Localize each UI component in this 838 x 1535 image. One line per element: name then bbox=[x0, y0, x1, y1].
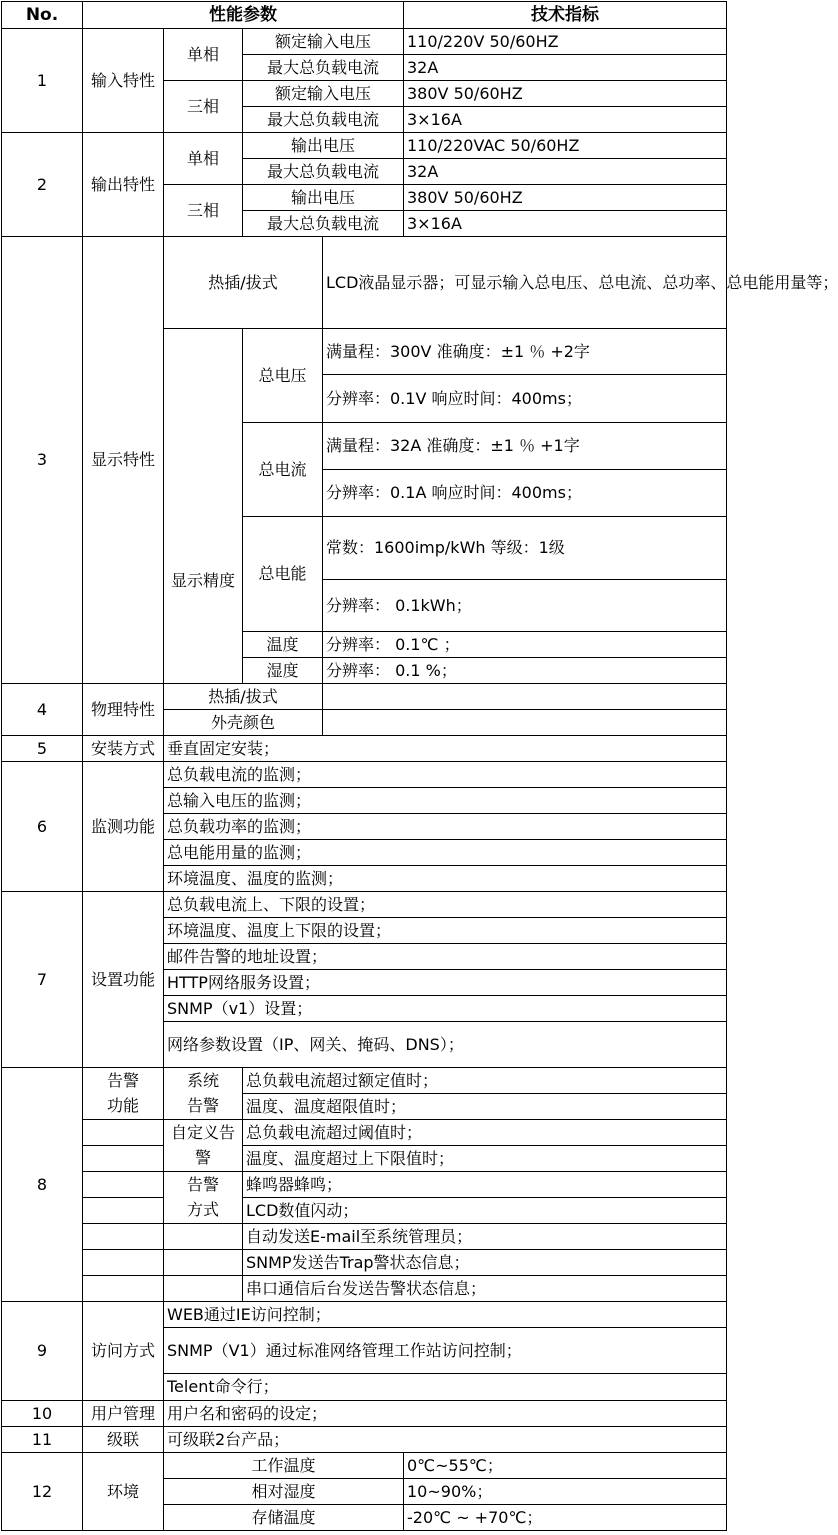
empty-cell bbox=[83, 1224, 164, 1250]
header-row bbox=[2, 2, 727, 29]
sub-param: 最大总负载电流 bbox=[243, 55, 404, 81]
row-number: 10 bbox=[2, 1401, 83, 1427]
table-row bbox=[2, 1120, 727, 1146]
table-row bbox=[2, 1146, 727, 1172]
spec-value: 垂直固定安装； bbox=[164, 736, 727, 762]
spec-value: 380V 50/60HZ bbox=[404, 185, 727, 211]
spec-value: 网络参数设置（IP、网关、掩码、DNS）； bbox=[164, 1022, 727, 1068]
spec-value: 环境温度、温度上下限的设置； bbox=[164, 918, 727, 944]
sub-param: 热插/拔式 bbox=[164, 684, 323, 710]
table-row bbox=[2, 133, 727, 159]
system-alarm-label: 告警 bbox=[164, 1094, 243, 1120]
alarm-function-label: 功能 bbox=[83, 1094, 164, 1120]
table-row bbox=[2, 1276, 727, 1302]
row-number: 7 bbox=[2, 892, 83, 1068]
spec-value: 3×16A bbox=[404, 107, 727, 133]
sub-param: 总电能 bbox=[243, 517, 323, 632]
param-name: 环境 bbox=[83, 1453, 164, 1531]
spec-table bbox=[1, 1, 838, 1531]
spec-value: SNMP（V1）通过标准网络管理工作站访问控制； bbox=[164, 1328, 727, 1374]
spec-value: SNMP发送告Trap警状态信息； bbox=[243, 1250, 727, 1276]
spec-value: LCD液晶显示器；可显示输入总电压、总电流、总功率、总电能用量等； bbox=[323, 237, 727, 329]
table-row bbox=[2, 29, 727, 55]
precision-label: 显示精度 bbox=[164, 329, 243, 684]
sub-param: 额定输入电压 bbox=[243, 29, 404, 55]
spec-value: 分辨率： 0.1℃ ； bbox=[323, 632, 727, 658]
table-row bbox=[2, 762, 727, 788]
phase-label: 三相 bbox=[164, 185, 243, 237]
header-spec: 技术指标 bbox=[404, 2, 727, 29]
sub-param: 输出电压 bbox=[243, 133, 404, 159]
phase-label: 三相 bbox=[164, 81, 243, 133]
row-number: 9 bbox=[2, 1302, 83, 1401]
spec-value: HTTP网络服务设置； bbox=[164, 970, 727, 996]
spec-value: 自动发送E-mail至系统管理员； bbox=[243, 1224, 727, 1250]
spec-value: 常数：1600imp/kWh 等级：1级 bbox=[323, 517, 727, 580]
param-name: 监测功能 bbox=[83, 762, 164, 892]
spec-value: 环境温度、温度的监测； bbox=[164, 866, 727, 892]
spec-value: 110/220V 50/60HZ bbox=[404, 29, 727, 55]
spec-value: 分辨率：0.1A 响应时间：400ms； bbox=[323, 470, 727, 517]
row-number: 12 bbox=[2, 1453, 83, 1531]
row-number: 11 bbox=[2, 1427, 83, 1453]
table-row bbox=[2, 1224, 727, 1250]
spec-value: WEB通过IE访问控制； bbox=[164, 1302, 727, 1328]
param-name: 物理特性 bbox=[83, 684, 164, 736]
spec-value: 0℃~55℃； bbox=[404, 1453, 727, 1479]
table-row bbox=[2, 1068, 727, 1094]
row-number: 4 bbox=[2, 684, 83, 736]
empty-cell bbox=[164, 1276, 243, 1302]
alarm-method-label: 方式 bbox=[164, 1198, 243, 1224]
sub-param: 输出电压 bbox=[243, 185, 404, 211]
sub-param: 热插/拔式 bbox=[164, 237, 323, 329]
sub-param: 存储温度 bbox=[164, 1505, 404, 1531]
row-number: 6 bbox=[2, 762, 83, 892]
spec-value: 总负载功率的监测； bbox=[164, 814, 727, 840]
row-number: 5 bbox=[2, 736, 83, 762]
spec-value: 串口通信后台发送告警状态信息； bbox=[243, 1276, 727, 1302]
custom-alarm-label: 警 bbox=[164, 1146, 243, 1172]
table-row bbox=[2, 1427, 727, 1453]
empty-cell bbox=[83, 1276, 164, 1302]
param-name: 安装方式 bbox=[83, 736, 164, 762]
spec-value: 用户名和密码的设定； bbox=[164, 1401, 727, 1427]
row-number: 2 bbox=[2, 133, 83, 237]
sub-param: 总电压 bbox=[243, 329, 323, 423]
spec-value bbox=[323, 684, 727, 710]
param-name: 输出特性 bbox=[83, 133, 164, 237]
spec-value: SNMP（v1）设置； bbox=[164, 996, 727, 1022]
table-row bbox=[2, 684, 727, 710]
table-row bbox=[2, 1198, 727, 1224]
sub-param: 温度 bbox=[243, 632, 323, 658]
param-name: 设置功能 bbox=[83, 892, 164, 1068]
phase-label: 单相 bbox=[164, 29, 243, 81]
empty-cell bbox=[164, 1250, 243, 1276]
spec-value: 110/220VAC 50/60HZ bbox=[404, 133, 727, 159]
header-no: No. bbox=[2, 2, 83, 29]
sub-param: 相对湿度 bbox=[164, 1479, 404, 1505]
sub-param: 最大总负载电流 bbox=[243, 211, 404, 237]
spec-value: 温度、温度超过上下限值时； bbox=[243, 1146, 727, 1172]
spec-value: Telent命令行； bbox=[164, 1374, 727, 1401]
spec-value: LCD数值闪动； bbox=[243, 1198, 727, 1224]
empty-cell bbox=[164, 1224, 243, 1250]
spec-value: 380V 50/60HZ bbox=[404, 81, 727, 107]
spec-value: 总输入电压的监测； bbox=[164, 788, 727, 814]
spec-value: -20℃ ~ +70℃； bbox=[404, 1505, 727, 1531]
sub-param: 外壳颜色 bbox=[164, 710, 323, 736]
custom-alarm-label: 自定义告 bbox=[164, 1120, 243, 1146]
param-name: 用户管理 bbox=[83, 1401, 164, 1427]
table-row bbox=[2, 892, 727, 918]
table-row bbox=[2, 237, 727, 329]
spec-value: 总负载电流超过阈值时； bbox=[243, 1120, 727, 1146]
spec-value: 蜂鸣器蜂鸣； bbox=[243, 1172, 727, 1198]
param-name: 访问方式 bbox=[83, 1302, 164, 1401]
alarm-function-label: 告警 bbox=[83, 1068, 164, 1094]
spec-value: 分辨率：0.1V 响应时间：400ms； bbox=[323, 375, 727, 423]
row-number: 3 bbox=[2, 237, 83, 684]
empty-cell bbox=[83, 1250, 164, 1276]
table-row bbox=[2, 1453, 727, 1479]
spec-value: 满量程：300V 准确度：±1 ％ +2字 bbox=[323, 329, 727, 375]
spec-value: 32A bbox=[404, 159, 727, 185]
alarm-method-label: 告警 bbox=[164, 1172, 243, 1198]
sub-param: 湿度 bbox=[243, 658, 323, 684]
row-number: 8 bbox=[2, 1068, 83, 1302]
row-number: 1 bbox=[2, 29, 83, 133]
sub-param: 额定输入电压 bbox=[243, 81, 404, 107]
spec-value: 总负载电流的监测； bbox=[164, 762, 727, 788]
empty-cell bbox=[83, 1146, 164, 1172]
spec-value: 总负载电流上、下限的设置； bbox=[164, 892, 727, 918]
empty-cell bbox=[83, 1172, 164, 1198]
sub-param: 最大总负载电流 bbox=[243, 107, 404, 133]
empty-cell bbox=[83, 1198, 164, 1224]
spec-value: 3×16A bbox=[404, 211, 727, 237]
header-param: 性能参数 bbox=[83, 2, 404, 29]
spec-value: 分辨率： 0.1 %； bbox=[323, 658, 727, 684]
sub-param: 工作温度 bbox=[164, 1453, 404, 1479]
spec-value: 总负载电流超过额定值时； bbox=[243, 1068, 727, 1094]
table-row bbox=[2, 736, 727, 762]
system-alarm-label: 系统 bbox=[164, 1068, 243, 1094]
spec-value: 满量程：32A 准确度：±1 ％ +1字 bbox=[323, 423, 727, 470]
sub-param: 最大总负载电流 bbox=[243, 159, 404, 185]
sub-param: 总电流 bbox=[243, 423, 323, 517]
table-row bbox=[2, 1094, 727, 1120]
spec-value: 温度、温度超限值时； bbox=[243, 1094, 727, 1120]
param-name: 输入特性 bbox=[83, 29, 164, 133]
spec-value: 邮件告警的地址设置； bbox=[164, 944, 727, 970]
spec-value: 32A bbox=[404, 55, 727, 81]
phase-label: 单相 bbox=[164, 133, 243, 185]
spec-value: 分辨率： 0.1kWh； bbox=[323, 580, 727, 632]
table-row bbox=[2, 1250, 727, 1276]
table-row bbox=[2, 1302, 727, 1328]
table-row bbox=[2, 1401, 727, 1427]
empty-cell bbox=[83, 1120, 164, 1146]
spec-value: 可级联2台产品； bbox=[164, 1427, 727, 1453]
param-name: 级联 bbox=[83, 1427, 164, 1453]
spec-value: 10~90%； bbox=[404, 1479, 727, 1505]
spec-value bbox=[323, 710, 727, 736]
param-name: 显示特性 bbox=[83, 237, 164, 684]
table-row bbox=[2, 1172, 727, 1198]
spec-value: 总电能用量的监测； bbox=[164, 840, 727, 866]
